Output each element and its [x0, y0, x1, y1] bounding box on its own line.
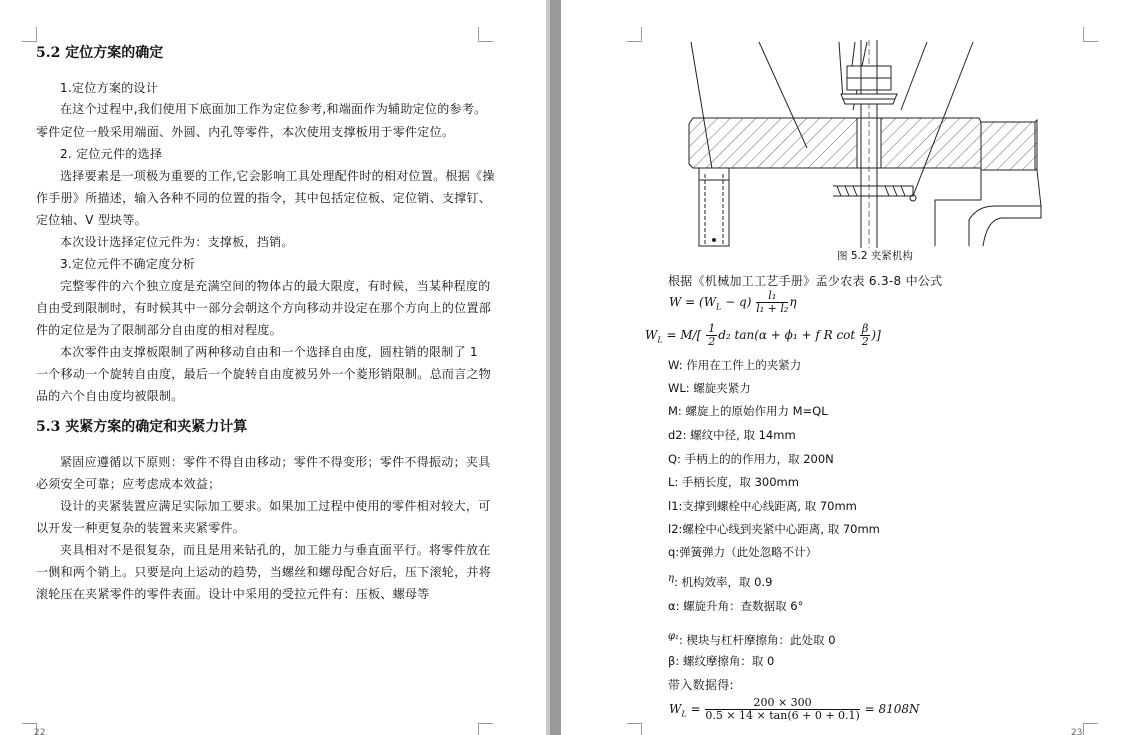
subsection-title: 2. 定位元件的选择 — [60, 147, 163, 161]
paragraph-line: 紧固应遵循以下原则：零件不得自由移动；零件不得变形；零件不得振动；夹具 — [60, 455, 491, 469]
crop-mark-top-right — [478, 27, 493, 42]
variable-definition: φ₁: 楔块与杠杆摩擦角：此处取 0 — [668, 631, 836, 647]
variable-definition: L: 手柄长度，取 300mm — [668, 475, 799, 489]
paragraph-line: 夹具相对不是很复杂，而且是用来钻孔的，加工能力与垂直面平行。将零件放在 — [60, 543, 491, 557]
paragraph-line: 在这个过程中,我们使用下底面加工作为定位参考,和端面作为辅助定位的参考。 — [60, 102, 487, 116]
paragraph-line: 本次零件由支撑板限制了两种移动自由和一个选择自由度，圆柱销的限制了 1 — [60, 345, 478, 359]
paragraph-line: 以开发一种更复杂的装置来夹紧零件。 — [36, 521, 246, 535]
paragraph-line: 设计的夹紧装置应满足实际加工要求。如果加工过程中使用的零件相对较大，可 — [60, 499, 491, 513]
section-5-2-heading: 5.2 定位方案的确定 — [36, 45, 164, 61]
page-number: 23 — [1071, 728, 1083, 735]
page-gutter — [546, 0, 561, 735]
crop-mark-top-right — [1083, 27, 1098, 42]
clamping-mechanism-drawing — [681, 40, 1081, 248]
variable-definition: q:弹簧弹力（此处忽略不计） — [668, 545, 818, 559]
result-formula: $W_L$ = $\frac{200 \times 300}{0.5 \times 14 \times \tan(6 + 0 + 0.1)}$ = 8108N — [669, 696, 920, 722]
paragraph-line: 必须安全可靠；应考虑成本效益； — [36, 477, 221, 491]
variable-definition: β: 螺纹摩擦角：取 0 — [668, 654, 775, 668]
crop-mark-bottom-right — [478, 723, 493, 735]
variable-definition: d2: 螺纹中径, 取 14mm — [668, 428, 796, 442]
formula-intro: 根据《机械加工工艺手册》孟少农表 6.3-8 中公式 — [668, 274, 943, 288]
variable-definition: l2:螺栓中心线到夹紧中心距离, 取 70mm — [668, 522, 880, 536]
paragraph-line: 作手册》所描述，输入各种不同的位置的指令，其中包括定位板、定位销、支撑钉、 — [36, 191, 492, 205]
variable-definition: W: 作用在工件上的夹紧力 — [668, 358, 802, 372]
subsection-title: 1.定位方案的设计 — [60, 81, 159, 95]
crop-mark-top-left — [22, 27, 37, 42]
paragraph-line: 件的定位是为了限制部分自由度的相对程度。 — [36, 323, 283, 337]
document-page-left — [0, 0, 546, 735]
variable-definition: WL: 螺旋夹紧力 — [668, 381, 751, 395]
paragraph-line: 一侧和两个销上。只要是向上运动的趋势，当螺丝和螺母配合好后，压下滚轮，并将 — [36, 565, 492, 579]
variable-definition: Q: 手柄上的的作用力，取 200N — [668, 452, 834, 466]
variable-definition: l1:支撑到螺栓中心线距离, 取 70mm — [668, 499, 857, 513]
crop-mark-bottom-left — [627, 723, 642, 735]
crop-mark-top-left — [627, 27, 642, 42]
paragraph-line: 选择要素是一项极为重要的工作,它会影响工具处理配件时的相对位置。根据《操 — [60, 169, 495, 183]
paragraph-line: 滚轮压在夹紧零件的零件表面。设计中采用的受拉元件有：压板、螺母等 — [36, 587, 430, 601]
document-page-right — [561, 0, 1139, 735]
paragraph-line: 完整零件的六个独立度是充满空间的物体占的最大限度，有时候，当某种程度的 — [60, 279, 491, 293]
phi-symbol: φ₁ — [668, 631, 680, 642]
variable-definition: η: 机构效率，取 0.9 — [668, 573, 773, 589]
subsection-title: 3.定位元件不确定度分析 — [60, 257, 196, 271]
paragraph-line: 一个移动一个旋转自由度，最后一个旋转自由度被另外一个菱形销限制。总而言之物 — [36, 367, 492, 381]
section-5-3-heading: 5.3 夹紧方案的确定和夹紧力计算 — [36, 419, 248, 435]
formula-w: $W = (W_L - q)$ $\frac{\text{l₁}}{\text{l₁ + l₂}}$ η — [669, 289, 797, 315]
page-number: 22 — [34, 728, 46, 735]
variable-definition: M: 螺旋上的原始作用力 M=QL — [668, 404, 828, 418]
paragraph-line: 定位轴、V 型块等。 — [36, 213, 148, 227]
result-intro: 带入数据得: — [668, 678, 734, 692]
figure-caption: 图 5.2 夹紧机构 — [837, 250, 913, 262]
paragraph-line: 自由受到限制时，有时候其中一部分会朝这个方向移动并设定在那个方向上的位置部 — [36, 301, 492, 315]
crop-mark-bottom-right — [1083, 723, 1098, 735]
paragraph-line: 品的六个自由度均被限制。 — [36, 389, 184, 403]
formula-wl: $W_L = M/$[ $\frac{1}{2}$ d₂ tan(α + ϕ₁ + f R cot $\frac{\beta}{2}$ )] — [645, 322, 881, 348]
paragraph-line: 本次设计选择定位元件为：支撑板，挡销。 — [60, 235, 294, 249]
variable-definition: α: 螺旋升角：查数据取 6° — [668, 599, 804, 613]
paragraph-line: 零件定位一般采用端面、外圆、内孔等零件，本次使用支撑板用于零件定位。 — [36, 125, 455, 139]
eta-symbol: η — [668, 573, 674, 584]
